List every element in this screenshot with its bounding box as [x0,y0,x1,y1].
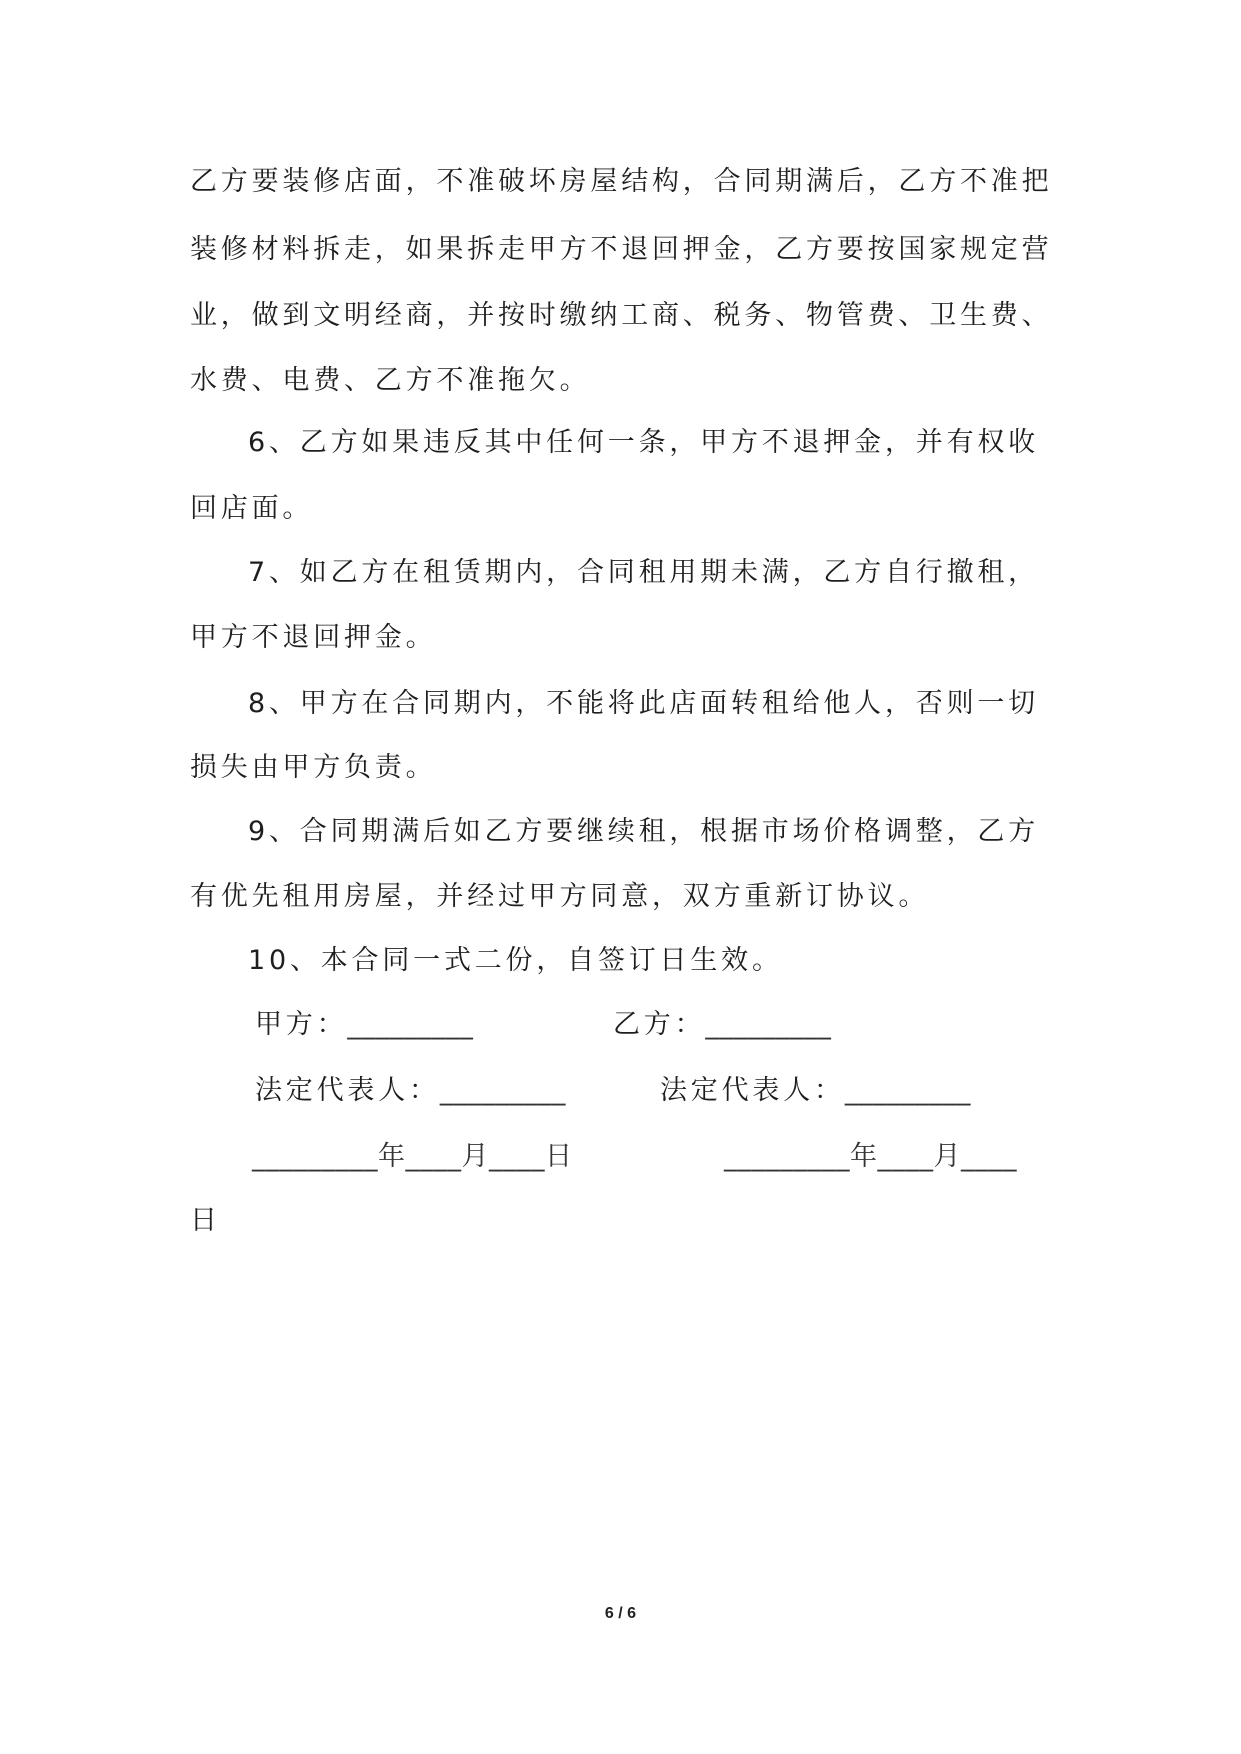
clause-7-line: 7、如乙方在租赁期内，合同租用期未满，乙方自行撤租， [248,557,1039,588]
clause-10-line: 10、本合同一式二份，自签订日生效。 [248,945,783,976]
clause-6-line: 回店面。 [190,493,314,524]
page-number: 6 / 6 [604,1605,637,1622]
party-a-signature [255,1007,473,1043]
party-b-blank: _________ [705,1009,832,1040]
party-a-label: 甲方： [255,1009,348,1040]
party-b-signature [613,1007,831,1043]
party-a-blank: _________ [347,1009,474,1040]
paragraph-line: 业，做到文明经商，并按时缴纳工商、税务、物管费、卫生费、 [190,300,1053,331]
clause-6-line: 6、乙方如果违反其中任何一条，甲方不退押金，并有权收 [248,427,1039,458]
date-b-day: 日 [190,1205,221,1236]
rep-b-blank: _________ [844,1075,971,1106]
rep-a-signature [255,1073,566,1109]
paragraph-line: 装修材料拆走，如果拆走甲方不退回押金，乙方要按国家规定营 [190,234,1053,265]
date-a: _________年____月____日 [252,1141,573,1172]
rep-b-signature [660,1073,971,1109]
clause-8-line: 8、甲方在合同期内，不能将此店面转租给他人，否则一切 [248,688,1039,719]
party-b-label: 乙方： [613,1009,706,1040]
rep-a-blank: _________ [439,1075,566,1106]
clause-9-line: 9、合同期满后如乙方要继续租，根据市场价格调整，乙方 [248,816,1039,847]
rep-b-label: 法定代表人： [660,1075,845,1106]
paragraph-line: 水费、电费、乙方不准拖欠。 [190,365,591,396]
clause-8-line: 损失由甲方负责。 [190,752,437,783]
date-b: _________年____月____ [724,1141,1017,1172]
clause-7-line: 甲方不退回押金。 [190,622,437,653]
clause-9-line: 有优先租用房屋，并经过甲方同意，双方重新订协议。 [190,881,930,912]
paragraph-line: 乙方要装修店面，不准破坏房屋结构，合同期满后，乙方不准把 [190,166,1053,197]
rep-a-label: 法定代表人： [255,1075,440,1106]
